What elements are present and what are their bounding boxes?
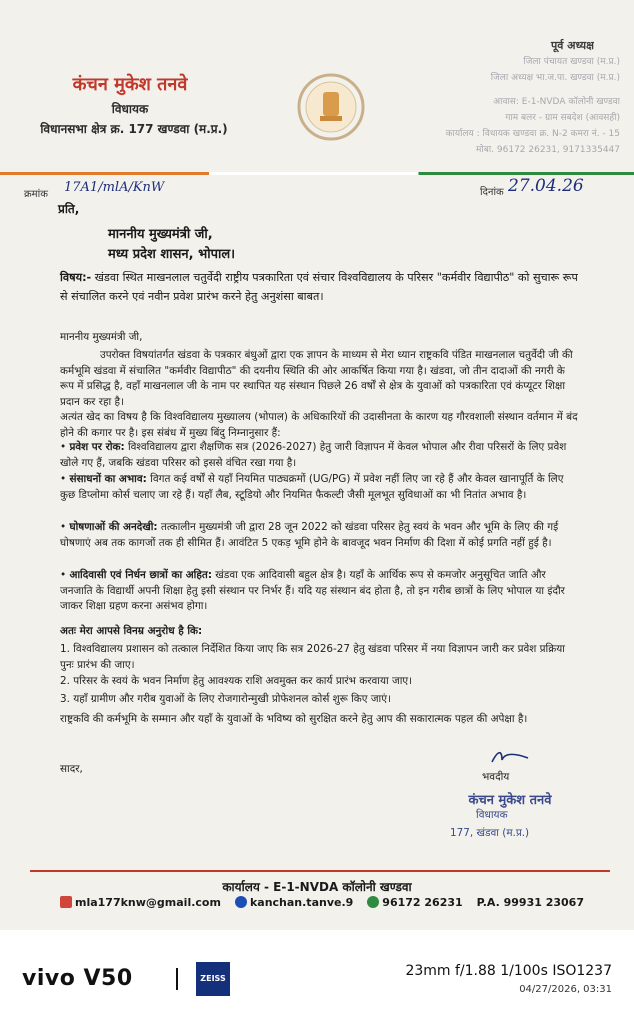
footer-rule	[30, 870, 610, 872]
closing-paragraph: राष्ट्रकवि की कर्मभूमि के सम्मान और यहाँ के युवाओं के भविष्य को सुरक्षित करने हेतु आप की सकारात्मक पहल की अपेक्षा है।	[60, 713, 528, 725]
date-value: 27.04.26	[508, 176, 584, 196]
state-emblem-icon	[296, 72, 366, 142]
right-line: जिला पंचायत खण्डवा (म.प्र.)	[523, 57, 620, 67]
request-heading: अतः मेरा आपसे विनम्र अनुरोध है कि:	[60, 625, 203, 637]
phone-text: 96172 26231	[382, 896, 463, 909]
bullet-title: घोषणाओं की अनदेखी:	[69, 521, 158, 533]
prati: प्रति,	[58, 202, 80, 216]
bullet-title: संसाधनों का अभाव:	[69, 473, 147, 485]
bullet-item: • प्रवेश पर रोक: विश्वविद्यालय द्वारा शैक्षणिक सत्र (2026-2027) हेतु जारी विज्ञापन में केवल भोपाल और रीवा परिसरों के लिए प्रवेश खोले गए हैं, जबकि खंडवा परिसर को इससे वंचित रखा गया है।	[60, 441, 567, 469]
mail-icon	[60, 896, 72, 908]
subject-text: खंडवा स्थित माखनलाल चतुर्वेदी राष्ट्रीय पत्रकारिता एवं संचार विश्वविद्यालय के परिसर "कर्मवीर विद्यापीठ" को सुचारू रूप से संचालित करने एवं नवीन प्रवेश प्रारंभ करने हेतु अनुशंसा बाबत।	[60, 271, 578, 303]
facebook-text: kanchan.tanve.9	[249, 896, 354, 909]
email-contact	[60, 896, 221, 909]
bullet-text: खंडवा एक आदिवासी बहुल क्षेत्र है। यहाँ के आर्थिक रूप से कमजोर अनुसूचित जाति और जनजाति के विद्यार्थी अपनी शिक्षा हेतु इसी संस्थान पर निर्भर हैं। यदि यह संस्थान बंद होता है, तो इन गरीब छात्रों के लिए भोपाल या इंदौर जाकर शिक्षा ग्रहण करना असंभव होगा।	[60, 569, 565, 612]
bullet-title: प्रवेश पर रोक:	[69, 441, 125, 453]
addressee-line: माननीय मुख्यमंत्री जी,	[108, 227, 213, 242]
brand-separator	[176, 968, 178, 990]
paragraph: अत्यंत खेद का विषय है कि विश्वविद्यालय मुख्यालय (भोपाल) के अधिकारियों की उदासीनता के कारण यह गौरवशाली संस्थान वर्तमान में बंद होने की कगार पर है। इस संबंध में मुख्य बिंदु निम्नानुसार हैं:	[60, 411, 578, 439]
salutation: माननीय मुख्यमंत्री जी,	[60, 331, 143, 343]
signatory-designation: विधायक	[476, 809, 508, 821]
whatsapp-icon	[367, 896, 379, 908]
right-title: पूर्व अध्यक्ष	[550, 39, 594, 52]
subject-label: विषय:-	[60, 271, 92, 284]
footer-office: कार्यालय - E-1-NVDA कॉलोनी खण्डवा	[222, 880, 412, 894]
email-text: mla177knw@gmail.com	[75, 896, 221, 909]
bullet-text: तत्कालीन मुख्यमंत्री जी द्वारा 28 जून 2022 को खंडवा परिसर हेतु स्वयं के भवन और भूमि के लिए की गई घोषणाएं अब तक कागजों तक ही सीमित हैं। आवंटित 5 एकड़ भूमि होने के बावजूद भवन निर्माण की दिशा में कोई प्रगति नहीं हुई है।	[60, 521, 559, 549]
bullet-item: • संसाधनों का अभाव: विगत कई वर्षों से यहाँ नियमित पाठ्यक्रमों (UG/PG) में प्रवेश नहीं लिए जा रहे हैं और केवल खानापूर्ति के लिए कुछ डिप्लोमा कोर्स चलाए जा रहे हैं। यहाँ लैब, स्टूडियो और नियमित फैकल्टी जैसी मूलभूत सुविधाओं का भी नितांत अभाव है।	[60, 473, 564, 501]
reference-label: क्रमांक	[24, 189, 48, 200]
bhavdiy: भवदीय	[482, 771, 510, 783]
request-num: 2.	[60, 675, 70, 687]
facebook-contact	[235, 896, 353, 909]
tricolor-divider	[0, 172, 634, 175]
request-text: यहाँ ग्रामीण और गरीब युवाओं के लिए रोजगारोन्मुखी प्रोफेशनल कोर्स शुरू किए जाएं।	[73, 693, 391, 705]
zeiss-logo: ZEISS	[196, 962, 230, 996]
sender-constituency: विधानसभा क्षेत्र क्र. 177 खण्डवा (म.प्र.)	[40, 122, 228, 136]
paragraph: उपरोक्त विषयांतर्गत खंडवा के पत्रकार बंधुओं द्वारा एक ज्ञापन के माध्यम से मेरा ध्यान राष्ट्रकवि पंडित माखनलाल चतुर्वेदी जी की कर्मभूमि खंडवा में संचालित "कर्मवीर विद्यापीठ" की दयनीय स्थिति की ओर आकर्षित किया गया है। खंडवा, जो तीन दादाओं की नगरी के रूप में प्रसिद्ध है, वहाँ माखनलाल जी के नाम पर स्थापित यह संस्थान पिछले 26 वर्षों से क्षेत्र के युवाओं को पत्रकारिता एवं कंप्यूटर शिक्षा प्रदान कर रहा है।	[60, 349, 573, 408]
signatory-constituency: 177, खंडवा (म.प्र.)	[450, 827, 530, 839]
bullet-text: विश्वविद्यालय द्वारा शैक्षणिक सत्र (2026-2027) हेतु जारी विज्ञापन में केवल भोपाल और रीवा परिसरों के लिए प्रवेश खोले गए हैं, जबकि खंडवा परिसर को इससे वंचित रखा गया है।	[60, 441, 567, 469]
right-line: जिला अध्यक्ष भा.ज.पा. खण्डवा (म.प्र.)	[490, 73, 620, 83]
right-line: आवास: E-1-NVDA कॉलोनी खण्डवा	[493, 97, 620, 107]
signatory-name: कंचन मुकेश तनवे	[468, 793, 552, 808]
request-text: विश्वविद्यालय प्रशासन को तत्काल निर्देशित किया जाए कि सत्र 2026-27 हेतु खंडवा परिसर में नया विज्ञापन जारी कर प्रवेश प्रक्रिया पुनः प्रारंभ की जाए।	[60, 643, 565, 671]
signature-scribble-icon	[490, 748, 530, 766]
right-line: गाम बलर - ग्राम सबदेश (आवसही)	[505, 113, 620, 123]
right-line: मोबा. 96172 26231, 9171335447	[475, 145, 620, 155]
request-item	[60, 674, 580, 690]
request-num: 3.	[60, 693, 70, 705]
request-item	[60, 692, 580, 708]
request-num: 1.	[60, 643, 70, 655]
request-item	[60, 642, 580, 673]
facebook-icon	[235, 896, 247, 908]
saadar: सादर,	[60, 763, 83, 775]
bullet-title: आदिवासी एवं निर्धन छात्रों का अहित:	[69, 569, 212, 581]
phone-contact	[367, 896, 462, 909]
bullet-text: विगत कई वर्षों से यहाँ नियमित पाठ्यक्रमों (UG/PG) में प्रवेश नहीं लिए जा रहे हैं और केवल खानापूर्ति के लिए कुछ डिप्लोमा कोर्स चलाए जा रहे हैं। यहाँ लैब, स्टूडियो और नियमित फैकल्टी जैसी मूलभूत सुविधाओं का भी नितांत अभाव है।	[60, 473, 564, 501]
pa-contact: P.A. 99931 23067	[476, 896, 584, 909]
photo-timestamp: 04/27/2026, 03:31	[519, 984, 612, 995]
sender-name: कंचन मुकेश तनवे	[72, 74, 188, 95]
footer-contacts	[60, 896, 634, 909]
bullet-item: • आदिवासी एवं निर्धन छात्रों का अहित: खंडवा एक आदिवासी बहुल क्षेत्र है। यहाँ के आर्थिक रूप से कमजोर अनुसूचित जाति और जनजाति के विद्यार्थी अपनी शिक्षा हेतु इसी संस्थान पर निर्भर हैं। यदि यह संस्थान बंद होता है, तो इन गरीब छात्रों के लिए भोपाल या इंदौर जाकर शिक्षा ग्रहण करना असंभव होगा।	[60, 569, 565, 612]
date-label: दिनांक	[480, 187, 504, 198]
camera-settings: 23mm f/1.88 1/100s ISO1237	[405, 963, 612, 979]
subject-line	[60, 268, 580, 306]
addressee-line: मध्य प्रदेश शासन, भोपाल।	[108, 247, 236, 262]
sender-designation: विधायक	[111, 102, 149, 116]
right-line: कार्यालय : विधायक खण्डवा क्र. N-2 कमरा नं. - 15	[445, 129, 620, 139]
bullet-item: • घोषणाओं की अनदेखी: तत्कालीन मुख्यमंत्री जी द्वारा 28 जून 2022 को खंडवा परिसर हेतु स्वयं के भवन और भूमि के लिए की गई घोषणाएं अब तक कागजों तक ही सीमित हैं। आवंटित 5 एकड़ भूमि होने के बावजूद भवन निर्माण की दिशा में कोई प्रगति नहीं हुई है।	[60, 521, 559, 549]
request-text: परिसर के स्वयं के भवन निर्माण हेतु आवश्यक राशि अवमुक्त कर कार्य प्रारंभ करवाया जाए।	[73, 675, 413, 687]
reference-number: 17A1/mlA/KnW	[64, 180, 165, 195]
camera-brand: vivo V50	[22, 966, 133, 991]
